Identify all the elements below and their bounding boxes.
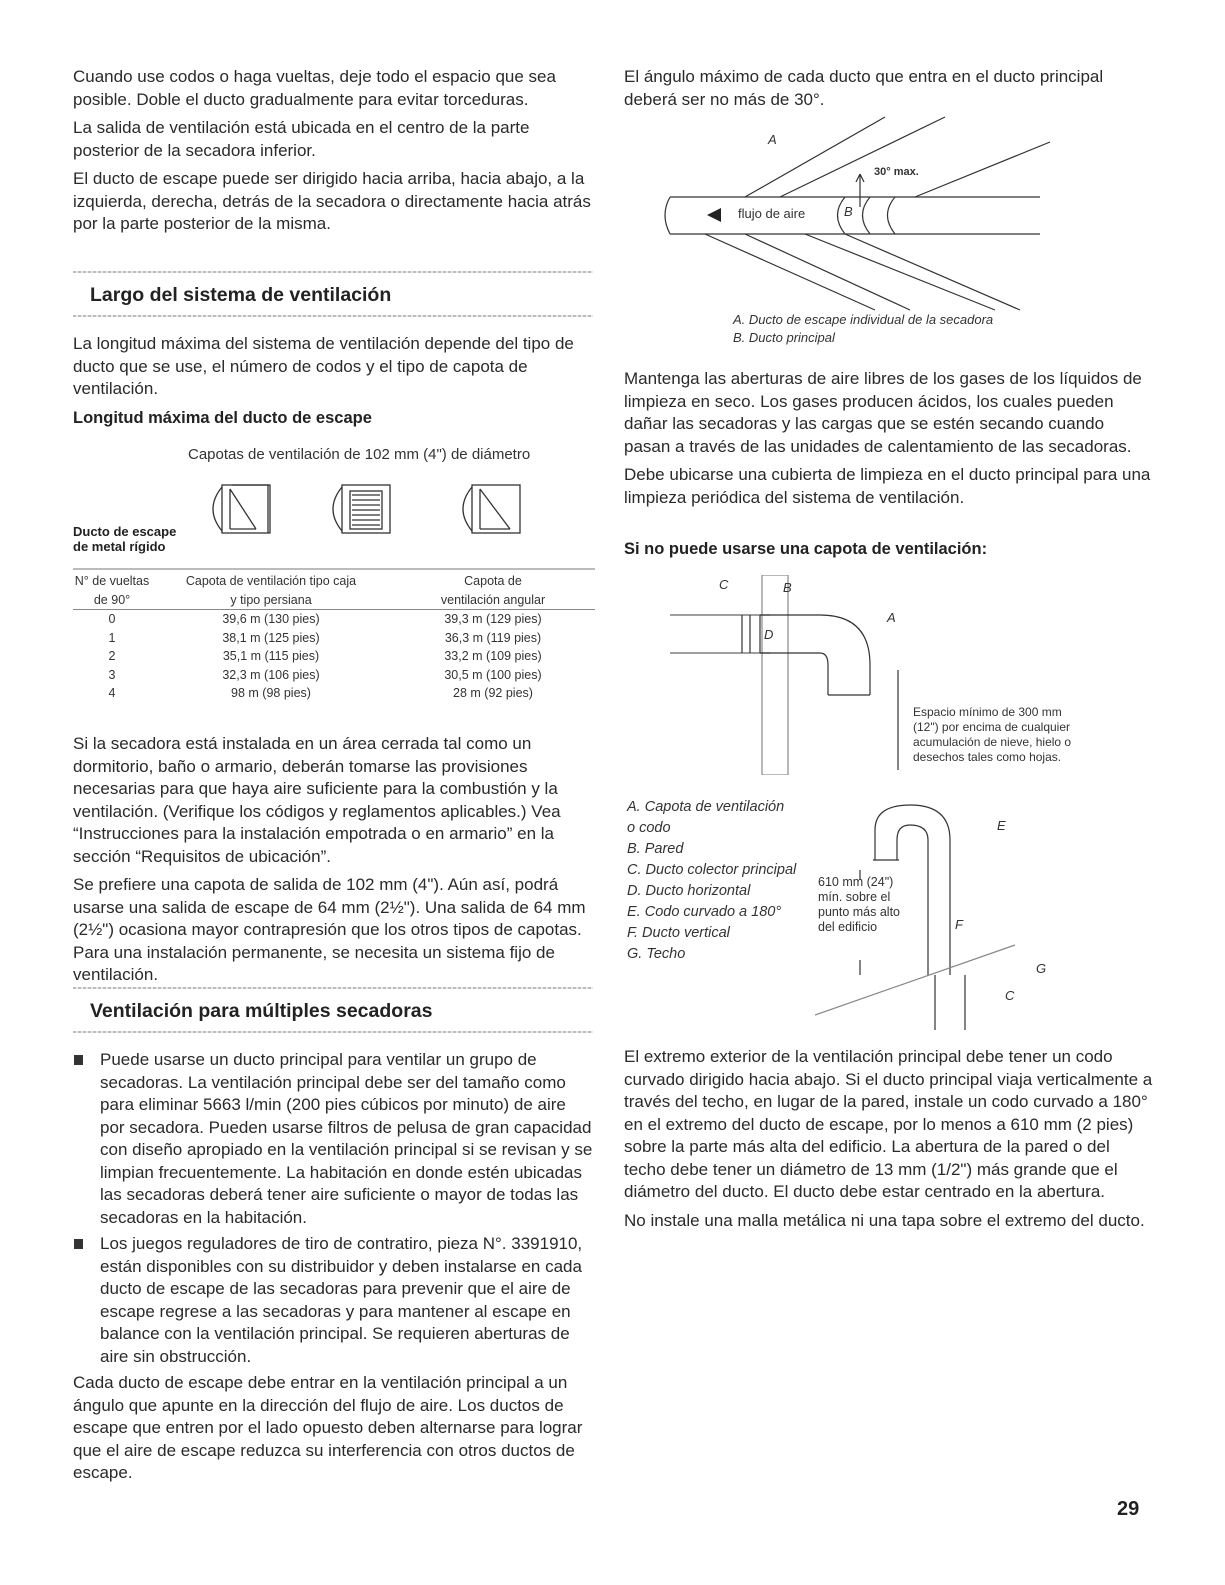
- paragraph: El extremo exterior de la ventilación principal debe tener un codo curvado dirigido hacia abajo. Si el ducto principal viaja verticalmente a través del techo, en lugar de la pared, instale un codo curvado a 180° en el extremo del ducto de escape, por lo menos a 610 mm (2 pies) sobre la parte más alta del edificio. La abertura de la pared o del techo debe tener un diámetro de 13 mm (1/2") más grande que el diámetro del ducto. El ducto debe estar centrado en la abertura.: [624, 1047, 1153, 1201]
- header-line: Capota de ventilación tipo caja: [185, 574, 357, 588]
- paragraph: No instale una malla metálica ni una tapa sobre el extremo del ducto.: [624, 1210, 1145, 1230]
- paragraph: La longitud máxima del sistema de ventilación depende del tipo de ducto que se use, el número de codos y el tipo de capota de ventilación.: [73, 334, 574, 398]
- label-e: E: [997, 818, 1006, 833]
- caption-line: B. Ducto principal: [733, 330, 835, 345]
- label-a: A: [887, 610, 896, 625]
- bullet-list: [73, 1049, 593, 1368]
- cell: 39,6 m (130 pies): [222, 612, 320, 626]
- cell: 36,3 m (119 pies): [444, 630, 542, 645]
- legend-item: B. Pared: [627, 841, 684, 857]
- note-line: Espacio mínimo de 300 mm: [913, 705, 1062, 719]
- duct-angle-figure: [655, 112, 1055, 312]
- header-line: ventilación angular: [440, 592, 546, 607]
- legend-item: F. Ducto vertical: [627, 925, 730, 941]
- cell: 32,3 m (106 pies): [222, 667, 320, 682]
- label-d: D: [764, 627, 774, 642]
- height-note: [818, 875, 900, 935]
- legend-item: A. Capota de ventilación: [627, 799, 785, 815]
- louvered-hood-icon: [333, 485, 390, 533]
- paragraph: La salida de ventilación está ubicada en el centro de la parte posterior de la secadora inferior.: [73, 118, 530, 160]
- airflow-label: flujo de aire: [738, 206, 806, 221]
- table-row: [73, 684, 595, 703]
- paragraph: Cuando use codos o haga vueltas, deje todo el espacio que sea posible. Doble el ducto gradualmente para evitar torceduras.: [73, 67, 556, 109]
- hoods-caption: Capotas de ventilación de 102 mm (4") de diámetro: [188, 446, 531, 463]
- note-line: (12") por encima de cualquier: [913, 720, 1071, 734]
- angle-label: 30° max.: [874, 166, 919, 178]
- header-angled-hood: [391, 572, 595, 609]
- list-item: Puede usarse un ducto principal para ventilar un grupo de secadoras. La ventilación principal debe ser del tamaño como para eliminar 5663 l/min (200 pies cúbicos por minuto) de aire por secadora. Pueden usarse filtros de pelusa de gran capacidad con diseño apropiado en la ventilación principal si se revisan y se limpian frecuentemente. La habitación en donde estén ubicadas las secadoras deberá tener aire suficiente o mayor de todas las secadoras en la habitación.: [73, 1049, 593, 1229]
- paragraph: Si la secadora está instalada en un área cerrada tal como un dormitorio, baño o armario, deberán tomarse las provisiones necesarias para que haya aire suficiente para la combustión y la ventilación. (Verifique los códigos y reglamentos aplicables.) Vea “Instrucciones para la instalación empotrada o en armario” en la sección “Requisitos de ubicación”.: [73, 734, 561, 866]
- header-turns: [73, 572, 151, 609]
- cell: 2: [108, 649, 116, 663]
- section-header-vent-length: [73, 271, 593, 317]
- caption-line: A. Ducto de escape individual de la secadora: [733, 312, 994, 327]
- page-number: 29: [1117, 1498, 1140, 1520]
- cell: 35,1 m (115 pies): [222, 649, 320, 663]
- table-header: [73, 568, 595, 610]
- angled-hood-icon: [463, 485, 520, 533]
- cell: 0: [108, 612, 116, 626]
- label-c: C: [719, 577, 729, 592]
- figure-legend: [627, 797, 796, 965]
- paragraph: Se prefiere una capota de salida de 102 mm (4"). Aún así, podrá usarse una salida de escape de 64 mm (2½"). Una salida de 64 mm (2½") ocasiona mayor contrapresión que los otros tipos de capotas. Para una instalación permanente, se necesita un sistema fijo de ventilación.: [73, 875, 586, 984]
- divider: [73, 1031, 593, 1033]
- label-c: C: [1005, 988, 1015, 1003]
- wall-vent-figure: [670, 575, 910, 775]
- multiple-dryers-body: [73, 1049, 593, 1491]
- note-line: mín. sobre el: [818, 890, 891, 904]
- label-f: F: [955, 917, 963, 932]
- vent-hood-icons: [200, 477, 570, 557]
- paragraph: Debe ubicarse una cubierta de limpieza en el ducto principal para una limpieza periódica del sistema de ventilación.: [624, 465, 1151, 507]
- legend-item: E. Codo curvado a 180°: [627, 904, 782, 920]
- note-line: desechos tales como hojas.: [913, 750, 1062, 764]
- cell: 3: [108, 667, 116, 682]
- paragraph: El ducto de escape puede ser dirigido hacia arriba, hacia abajo, a la izquierda, derecha, detrás de la secadora o directamente hacia atrás por la parte posterior de la misma.: [73, 169, 591, 233]
- label-a: A: [768, 132, 777, 147]
- vent-length-body: [73, 333, 593, 429]
- table-row: [73, 629, 595, 648]
- note-line: acumulación de nieve, hielo o: [913, 735, 1072, 749]
- left-column-intro: [73, 66, 593, 242]
- cell: 33,2 m (109 pies): [444, 649, 542, 663]
- cell: 39,3 m (129 pies): [444, 612, 542, 626]
- enclosed-area-body: [73, 733, 593, 993]
- table-row: [73, 647, 595, 666]
- legend-item: C. Ducto colector principal: [627, 862, 797, 878]
- note-line: 610 mm (24"): [818, 875, 894, 889]
- legend-item: G. Techo: [627, 946, 686, 962]
- divider: [73, 315, 593, 317]
- right-column-body: [624, 368, 1154, 515]
- section-title: Largo del sistema de ventilación: [90, 284, 392, 306]
- subheading: Si no puede usarse una capota de ventilación:: [624, 540, 988, 558]
- note-line: del edificio: [818, 920, 878, 934]
- section-title: Ventilación para múltiples secadoras: [90, 1000, 433, 1022]
- max-length-table: [73, 568, 595, 703]
- right-column-intro: [624, 66, 1154, 117]
- cell: 38,1 m (125 pies): [222, 630, 320, 645]
- label-line: Ducto de escape: [73, 524, 177, 539]
- right-column-bottom: [624, 1046, 1154, 1238]
- figure-caption: [733, 311, 993, 347]
- cell: 30,5 m (100 pies): [444, 667, 542, 682]
- clearance-note: [913, 705, 1071, 765]
- note-line: punto más alto: [818, 905, 900, 919]
- cell: 4: [108, 686, 116, 700]
- label-b: B: [783, 580, 792, 595]
- header-line: y tipo persiana: [230, 592, 312, 607]
- cell: 98 m (98 pies): [231, 686, 311, 700]
- section-header-multiple-dryers: [73, 987, 593, 1033]
- legend-item: o codo: [627, 820, 671, 836]
- box-hood-icon: [213, 485, 270, 533]
- cell: 1: [108, 630, 116, 645]
- header-line: Capota de: [464, 574, 522, 588]
- paragraph: Cada ducto de escape debe entrar en la ventilación principal a un ángulo que apunte en la dirección del flujo de aire. Los ductos de escape que entren por el lado opuesto deben alternarse para lograr que el aire de escape reduzca su interferencia con otros ductos de escape.: [73, 1373, 583, 1482]
- paragraph: Mantenga las aberturas de aire libres de los gases de los líquidos de limpieza en seco. Los gases producen ácidos, los cuales pueden dañar las secadoras y las cargas que se estén secando cuando pasan a través de las unidades de calentamiento de las secadoras.: [624, 369, 1142, 456]
- paragraph: El ángulo máximo de cada ducto que entra en el ducto principal deberá ser no más de 30°.: [624, 67, 1104, 109]
- subheading: Longitud máxima del ducto de escape: [73, 408, 372, 427]
- table-row: [73, 610, 595, 629]
- table-row: [73, 666, 595, 685]
- legend-item: D. Ducto horizontal: [627, 883, 751, 899]
- list-item: Los juegos reguladores de tiro de contratiro, pieza N°. 3391910, están disponibles con su distribuidor y deben instalarse en cada ducto de escape de las secadoras para prevenir que el aire de escape regrese a las secadoras y para mantener al escape en balance con la ventilación principal. Se requieren aberturas de aire sin obstrucción.: [73, 1233, 593, 1368]
- airflow-arrow-icon: [707, 208, 721, 222]
- cell: 28 m (92 pies): [453, 686, 533, 700]
- label-g: G: [1036, 961, 1047, 976]
- label-b: B: [844, 204, 853, 219]
- header-box-hood: [151, 572, 391, 609]
- rigid-duct-label: [73, 524, 176, 554]
- header-line: N° de vueltas: [74, 574, 150, 588]
- header-line: de 90°: [93, 592, 131, 607]
- label-line: de metal rígido: [73, 539, 166, 554]
